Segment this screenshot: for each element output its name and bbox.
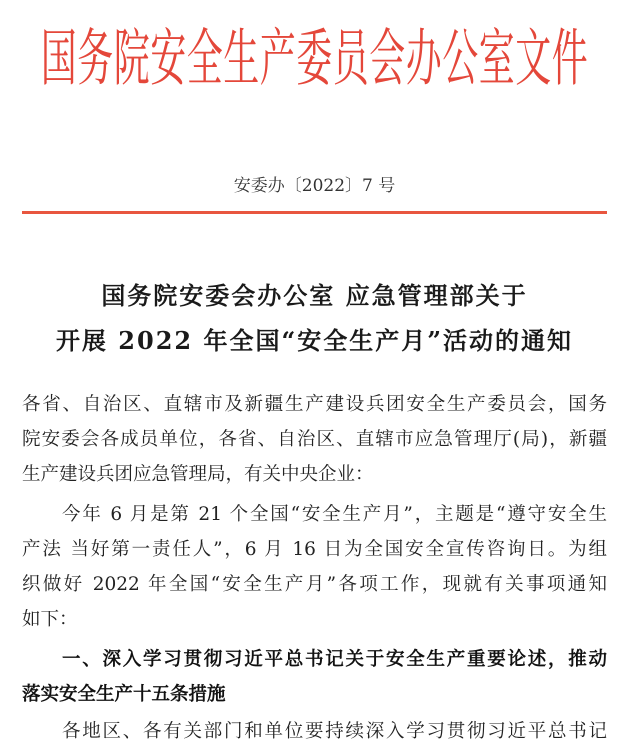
intro-paragraph [22, 497, 607, 637]
paragraph-line: 今年 6 月是第 21 个全国“安全生产月”，主题是“遵守安全生 [62, 504, 607, 525]
notice-title-line-2: 开展 2022 年全国“安全生产月”活动的通知 [55, 326, 574, 355]
addressee-line: 院安委会各成员单位，各省、自治区、直辖市应急管理厅(局)，新疆 [22, 429, 607, 450]
addressee-paragraph [22, 387, 607, 492]
paragraph-line: 织做好 2022 年全国“安全生产月”各项工作，现就有关事项通知 [22, 574, 607, 595]
addressee-line: 生产建设兵团应急管理局，有关中央企业： [22, 464, 374, 485]
section-1-heading [22, 642, 607, 712]
paragraph-line: 如下： [22, 609, 78, 630]
paragraph-line: 产法 当好第一责任人”，6 月 16 日为全国安全宣传咨询日。为组 [22, 539, 607, 560]
section-1-paragraph [22, 714, 607, 749]
document-header-title: 国务院安全生产委员会办公室文件 [40, 24, 589, 95]
notice-title-line-1: 国务院安委会办公室 应急管理部关于 [101, 281, 528, 310]
paragraph-line: 各地区、各有关部门和单位要持续深入学习贯彻习近平总书记 [62, 721, 607, 742]
section-heading-line: 一、深入学习贯彻习近平总书记关于安全生产重要论述，推动 [62, 649, 607, 670]
document-number: 安委办〔2022〕7 号 [233, 176, 396, 196]
red-divider-line [22, 211, 607, 214]
addressee-line: 各省、自治区、直辖市及新疆生产建设兵团安全生产委员会，国务 [22, 394, 607, 415]
section-heading-line: 落实安全生产十五条措施 [22, 684, 226, 705]
